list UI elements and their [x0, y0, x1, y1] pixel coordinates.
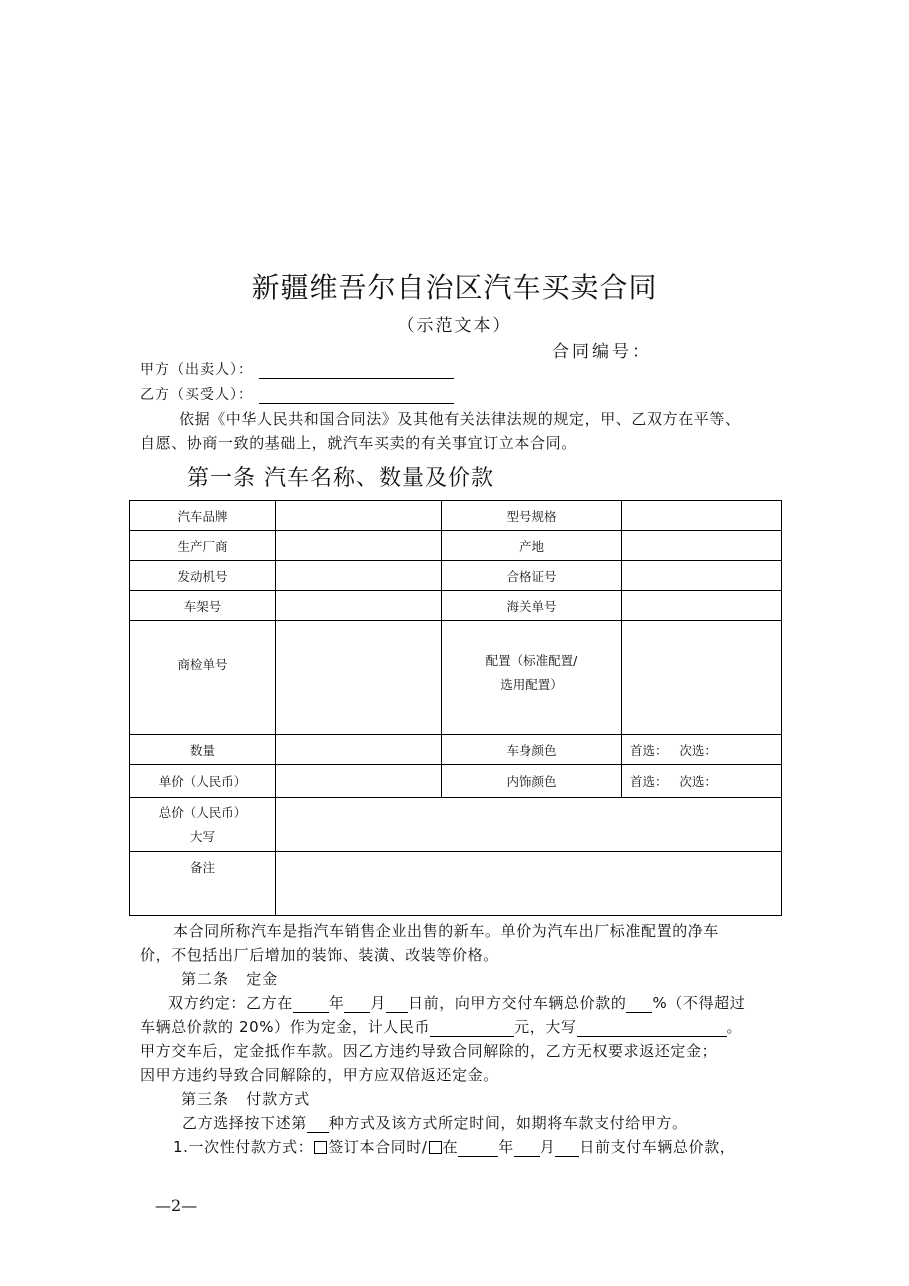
cell-certificate-value[interactable] — [622, 561, 782, 591]
lump-sum-text-a: 1.一次性付款方式： — [173, 1138, 314, 1156]
cell-remarks-value[interactable] — [276, 852, 782, 916]
cell-config-label — [442, 621, 622, 735]
deposit-amount-text-a: 车辆总价款的 20%）作为定金，计人民币 — [140, 1018, 431, 1036]
vehicle-info-table — [129, 500, 782, 916]
deposit-month-blank[interactable] — [344, 998, 370, 1013]
page-number: —2— — [155, 1196, 198, 1215]
lump-sum-text-c: 在 — [442, 1138, 459, 1156]
table-row — [130, 765, 782, 798]
cell-customs-label: 海关单号 — [442, 591, 622, 621]
payment-choice-text-b: 种方式及该方式所定时间，如期将车款支付给甲方。 — [328, 1114, 688, 1132]
cell-quantity-label: 数量 — [130, 735, 276, 765]
article-2-line-3: 甲方交车后，定金抵作车款。因乙方违约导致合同解除的，乙方无权要求返还定金； — [140, 1042, 718, 1060]
article-1-note-line-1: 本合同所称汽车是指汽车销售企业出售的新车。单价为汽车出厂标准配置的净车 — [173, 922, 720, 940]
article-3-line-2 — [173, 1136, 735, 1157]
cell-interior-color-choice[interactable]: 首选： 次选： — [622, 765, 782, 798]
cell-remarks-label: 备注 — [130, 852, 276, 916]
lump-sum-text-b: 签订本合同时/ — [328, 1138, 428, 1156]
cell-model-label: 型号规格 — [442, 501, 622, 531]
article-2-line-1 — [168, 992, 745, 1013]
table-row — [130, 561, 782, 591]
deposit-amount-text-c: 。 — [726, 1018, 743, 1036]
article-3-line-1 — [182, 1112, 688, 1133]
buyer-label: 乙方（买受人）： — [140, 387, 253, 403]
seller-blank[interactable] — [259, 364, 454, 379]
buyer-blank[interactable] — [259, 389, 454, 404]
table-row — [130, 798, 782, 852]
total-label-line-2: 大写 — [189, 828, 215, 844]
total-label-line-1: 总价（人民币） — [158, 804, 247, 820]
payment-year-blank[interactable] — [458, 1142, 498, 1157]
preamble-line-1: 依据《中华人民共和国合同法》及其他有关法律法规的规定，甲、乙双方在平等、 — [179, 410, 741, 428]
cell-config-value[interactable] — [622, 621, 782, 735]
article-1-heading: 第一条 汽车名称、数量及价款 — [187, 466, 494, 491]
lump-sum-text-e: 月 — [539, 1138, 556, 1156]
cell-customs-value[interactable] — [622, 591, 782, 621]
deposit-amount-text-b: 元，大写 — [514, 1018, 577, 1036]
lump-sum-text-d: 年 — [498, 1138, 514, 1156]
table-row — [130, 531, 782, 561]
document-subtitle: （示范文本） — [397, 316, 512, 336]
cell-frame-label: 车架号 — [130, 591, 276, 621]
document-title: 新疆维吾尔自治区汽车买卖合同 — [251, 271, 658, 304]
cell-total-label — [130, 798, 276, 852]
cell-total-value[interactable] — [276, 798, 782, 852]
cell-brand-value[interactable] — [276, 501, 442, 531]
deposit-text-b: 年 — [328, 994, 345, 1012]
deposit-year-blank[interactable] — [293, 998, 329, 1013]
cell-engine-value[interactable] — [276, 561, 442, 591]
contract-number-label: 合同编号： — [552, 342, 652, 362]
cell-body-color-choice[interactable]: 首选： 次选： — [622, 735, 782, 765]
cell-origin-label: 产地 — [442, 531, 622, 561]
cell-interior-color-label: 内饰颜色 — [442, 765, 622, 798]
cell-model-value[interactable] — [622, 501, 782, 531]
payment-choice-blank[interactable] — [307, 1118, 329, 1133]
payment-choice-text-a: 乙方选择按下述第 — [182, 1114, 307, 1132]
cell-inspection-value[interactable] — [276, 621, 442, 735]
deposit-day-blank[interactable] — [386, 998, 408, 1013]
lump-sum-text-f: 日前支付车辆总价款， — [579, 1138, 736, 1156]
config-label-line-1: 配置（标准配置/ — [485, 653, 578, 668]
table-row — [130, 735, 782, 765]
cell-origin-value[interactable] — [622, 531, 782, 561]
date-checkbox[interactable] — [429, 1141, 442, 1154]
cell-unit-price-value[interactable] — [276, 765, 442, 798]
table-row — [130, 852, 782, 916]
deposit-text-e: %（不得超过 — [652, 994, 746, 1012]
article-2-heading: 第二条 定金 — [181, 970, 279, 988]
deposit-text-c: 月 — [370, 994, 387, 1012]
table-row — [130, 501, 782, 531]
article-3-heading: 第三条 付款方式 — [181, 1090, 311, 1108]
table-row — [130, 621, 782, 735]
article-2-line-4: 因甲方违约导致合同解除的，甲方应双倍返还定金。 — [140, 1066, 499, 1084]
cell-inspection-label: 商检单号 — [130, 621, 276, 735]
cell-frame-value[interactable] — [276, 591, 442, 621]
deposit-capital-blank[interactable] — [577, 1022, 727, 1037]
cell-engine-label: 发动机号 — [130, 561, 276, 591]
deposit-percent-blank[interactable] — [626, 998, 652, 1013]
payment-month-blank[interactable] — [514, 1142, 540, 1157]
payment-day-blank[interactable] — [555, 1142, 579, 1157]
cell-body-color-label: 车身颜色 — [442, 735, 622, 765]
cell-unit-price-label: 单价（人民币） — [130, 765, 276, 798]
deposit-amount-blank[interactable] — [430, 1022, 514, 1037]
cell-brand-label: 汽车品牌 — [130, 501, 276, 531]
cell-manufacturer-value[interactable] — [276, 531, 442, 561]
deposit-text-d: 日前，向甲方交付车辆总价款的 — [408, 994, 627, 1012]
seller-line — [140, 359, 454, 379]
deposit-text-a: 双方约定：乙方在 — [168, 994, 293, 1012]
preamble-line-2: 自愿、协商一致的基础上，就汽车买卖的有关事宜订立本合同。 — [140, 434, 577, 452]
buyer-line — [140, 384, 454, 404]
cell-manufacturer-label: 生产厂商 — [130, 531, 276, 561]
config-label-line-2: 选用配置） — [500, 677, 563, 692]
article-1-note-line-2: 价，不包括出厂后增加的装饰、装潢、改装等价格。 — [140, 946, 499, 964]
cell-quantity-value[interactable] — [276, 735, 442, 765]
table-row — [130, 591, 782, 621]
seller-label: 甲方（出卖人）： — [140, 362, 253, 378]
article-2-line-2 — [140, 1016, 742, 1037]
sign-checkbox[interactable] — [314, 1141, 327, 1154]
cell-certificate-label: 合格证号 — [442, 561, 622, 591]
